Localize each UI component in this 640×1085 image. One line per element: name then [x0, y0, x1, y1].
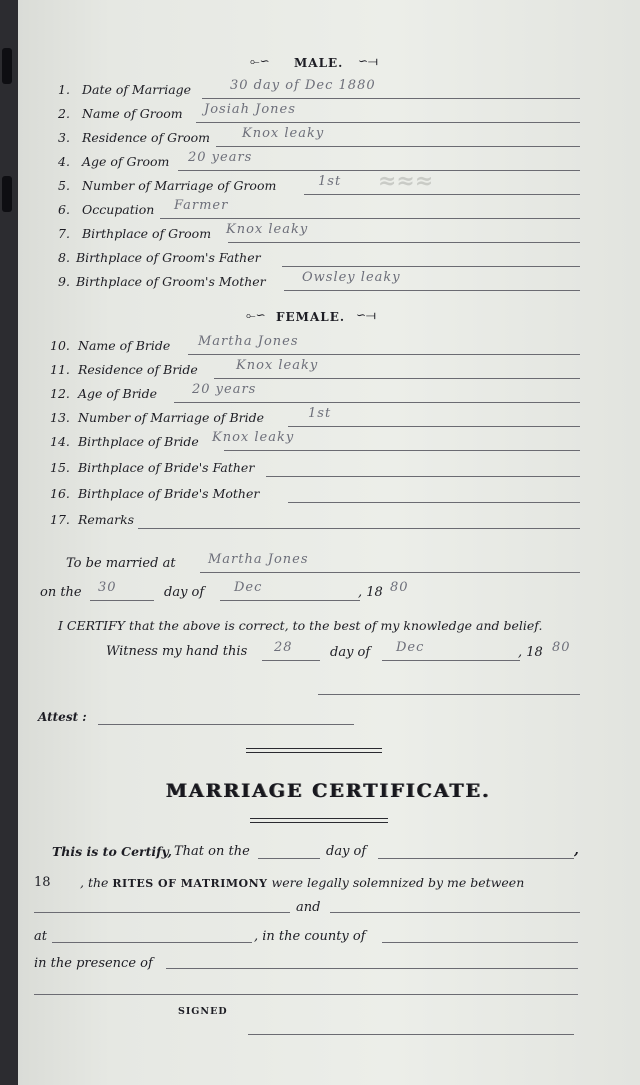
field-label: Birthplace of Groom [82, 226, 212, 241]
field-handwritten-value: 1st [308, 406, 332, 421]
field-number: 15. [50, 460, 70, 475]
field-number: 12. [50, 386, 70, 401]
cert-at: at [34, 929, 47, 944]
field-fill-line [288, 502, 580, 503]
cert-and: and [296, 900, 321, 915]
cert-day-line [258, 858, 320, 859]
swash-ornament-right: ∽⟞ [358, 54, 379, 68]
cert-day-of: day of [326, 844, 367, 859]
field-label: Remarks [78, 512, 135, 527]
married-at-label: To be married at [66, 556, 176, 571]
field-label: Birthplace of Bride [78, 434, 199, 449]
field-fill-line [160, 218, 580, 219]
field-handwritten-value: 1st [318, 174, 342, 189]
cert-year-18: 18 [34, 875, 51, 890]
field-fill-line [282, 266, 580, 267]
witness-year-prefix: , 18 [518, 645, 543, 660]
field-number: 13. [50, 410, 70, 425]
divider-rule [250, 822, 388, 823]
cert-presence-line [166, 968, 578, 969]
field-handwritten-value: Knox leaky [236, 358, 319, 373]
cert-rites-c: were legally solemnized by me between [271, 875, 525, 890]
cert-county-line [382, 942, 578, 943]
certificate-title: MARRIAGE CERTIFICATE. [165, 780, 491, 802]
field-handwritten-value: Owsley leaky [302, 270, 401, 285]
bleed-through-mark: ≈≈≈ [378, 168, 434, 194]
field-label: Age of Groom [82, 154, 170, 169]
male-heading: MALE. [294, 56, 344, 70]
married-at-line [200, 572, 580, 573]
female-heading: FEMALE. [276, 310, 346, 324]
divider-rule [246, 752, 382, 753]
cert-place-line [52, 942, 252, 943]
field-number: 10. [50, 338, 70, 353]
witness-year-value: 80 [552, 640, 571, 655]
field-number: 4. [58, 154, 70, 169]
field-label: Occupation [82, 202, 155, 217]
cert-presence: in the presence of [34, 956, 153, 971]
year-prefix: , 18 [358, 585, 383, 600]
cert-comma: , [574, 842, 579, 858]
field-handwritten-value: Knox leaky [212, 430, 295, 445]
field-number: 5. [58, 178, 70, 193]
field-fill-line [216, 146, 580, 147]
witness-day-of: day of [330, 645, 371, 660]
field-handwritten-value: Knox leaky [226, 222, 309, 237]
cert-rites-line [80, 875, 524, 890]
attest-label: Attest : [38, 710, 87, 724]
field-handwritten-value: Martha Jones [198, 334, 299, 349]
witness-month-line [382, 660, 520, 661]
field-fill-line [174, 402, 580, 403]
field-handwritten-value: Knox leaky [242, 126, 325, 141]
field-number: 8. [58, 250, 70, 265]
field-fill-line [224, 450, 580, 451]
field-label: Age of Bride [78, 386, 158, 401]
field-label: Number of Marriage of Groom [82, 178, 277, 193]
field-number: 14. [50, 434, 70, 449]
field-label: Birthplace of Groom's Mother [76, 274, 266, 289]
binding-tab [2, 176, 12, 212]
field-fill-line [138, 528, 580, 529]
field-fill-line [196, 122, 580, 123]
field-handwritten-value: 30 day of Dec 1880 [230, 78, 376, 93]
day-line [90, 600, 154, 601]
field-label: Birthplace of Groom's Father [76, 250, 261, 265]
field-fill-line [202, 98, 580, 99]
married-at-value: Martha Jones [208, 552, 309, 567]
field-fill-line [266, 476, 580, 477]
cert-signed-label: SIGNED [178, 1006, 228, 1017]
field-handwritten-value: Farmer [174, 198, 229, 213]
field-fill-line [228, 242, 580, 243]
cert-party-two-line [330, 912, 580, 913]
field-number: 3. [58, 130, 70, 145]
witness-label: Witness my hand this [106, 644, 248, 659]
book-binding [0, 0, 18, 1085]
field-label: Name of Groom [82, 106, 183, 121]
field-label: Birthplace of Bride's Father [78, 460, 255, 475]
field-fill-line [214, 378, 580, 379]
field-label: Date of Marriage [82, 82, 192, 97]
field-fill-line [188, 354, 580, 355]
swash-ornament-left: ⟜∽ [250, 54, 270, 68]
field-number: 2. [58, 106, 70, 121]
cert-that-on: That on the [174, 844, 250, 859]
certify-statement: I CERTIFY that the above is correct, to the best of my knowledge and belief. [58, 618, 543, 633]
cert-signature-line [248, 1034, 574, 1035]
register-page [18, 0, 640, 1085]
witness-month-value: Dec [396, 640, 425, 655]
cert-this-is: This is to Certify, [52, 844, 172, 859]
field-number: 9. [58, 274, 70, 289]
month-line [220, 600, 360, 601]
field-handwritten-value: 20 years [192, 382, 257, 397]
on-the-label: on the [40, 585, 82, 600]
field-fill-line [284, 290, 580, 291]
witness-day-line [262, 660, 320, 661]
swash-ornament-right: ∽⟞ [356, 308, 377, 322]
field-number: 17. [50, 512, 70, 527]
binding-tab [2, 48, 12, 84]
year-value: 80 [390, 580, 409, 595]
swash-ornament-left: ⟜∽ [246, 308, 266, 322]
witness-day-value: 28 [274, 640, 293, 655]
field-number: 7. [58, 226, 70, 241]
day-value: 30 [98, 580, 117, 595]
field-handwritten-value: 20 years [188, 150, 253, 165]
cert-party-one-line [34, 912, 290, 913]
field-number: 11. [50, 362, 70, 377]
field-label: Number of Marriage of Bride [78, 410, 265, 425]
field-fill-line [288, 426, 580, 427]
divider-rule [246, 748, 382, 749]
field-label: Residence of Groom [82, 130, 211, 145]
day-of-label: day of [164, 585, 205, 600]
month-value: Dec [234, 580, 263, 595]
field-label: Name of Bride [78, 338, 171, 353]
field-fill-line [178, 170, 580, 171]
field-number: 6. [58, 202, 70, 217]
divider-rule [250, 818, 388, 819]
field-handwritten-value: Josiah Jones [204, 102, 296, 117]
field-label: Birthplace of Bride's Mother [78, 486, 260, 501]
cert-rites-b: RITES OF MATRIMONY [112, 877, 268, 890]
field-label: Residence of Bride [78, 362, 198, 377]
cert-county: , in the county of [254, 929, 366, 944]
field-number: 16. [50, 486, 70, 501]
field-number: 1. [58, 82, 70, 97]
cert-rites-a: , the [80, 875, 109, 890]
field-fill-line [304, 194, 580, 195]
cert-month-line [378, 858, 574, 859]
witness-signature-line [318, 694, 580, 695]
cert-presence-line-2 [34, 994, 578, 995]
attest-line [98, 724, 354, 725]
